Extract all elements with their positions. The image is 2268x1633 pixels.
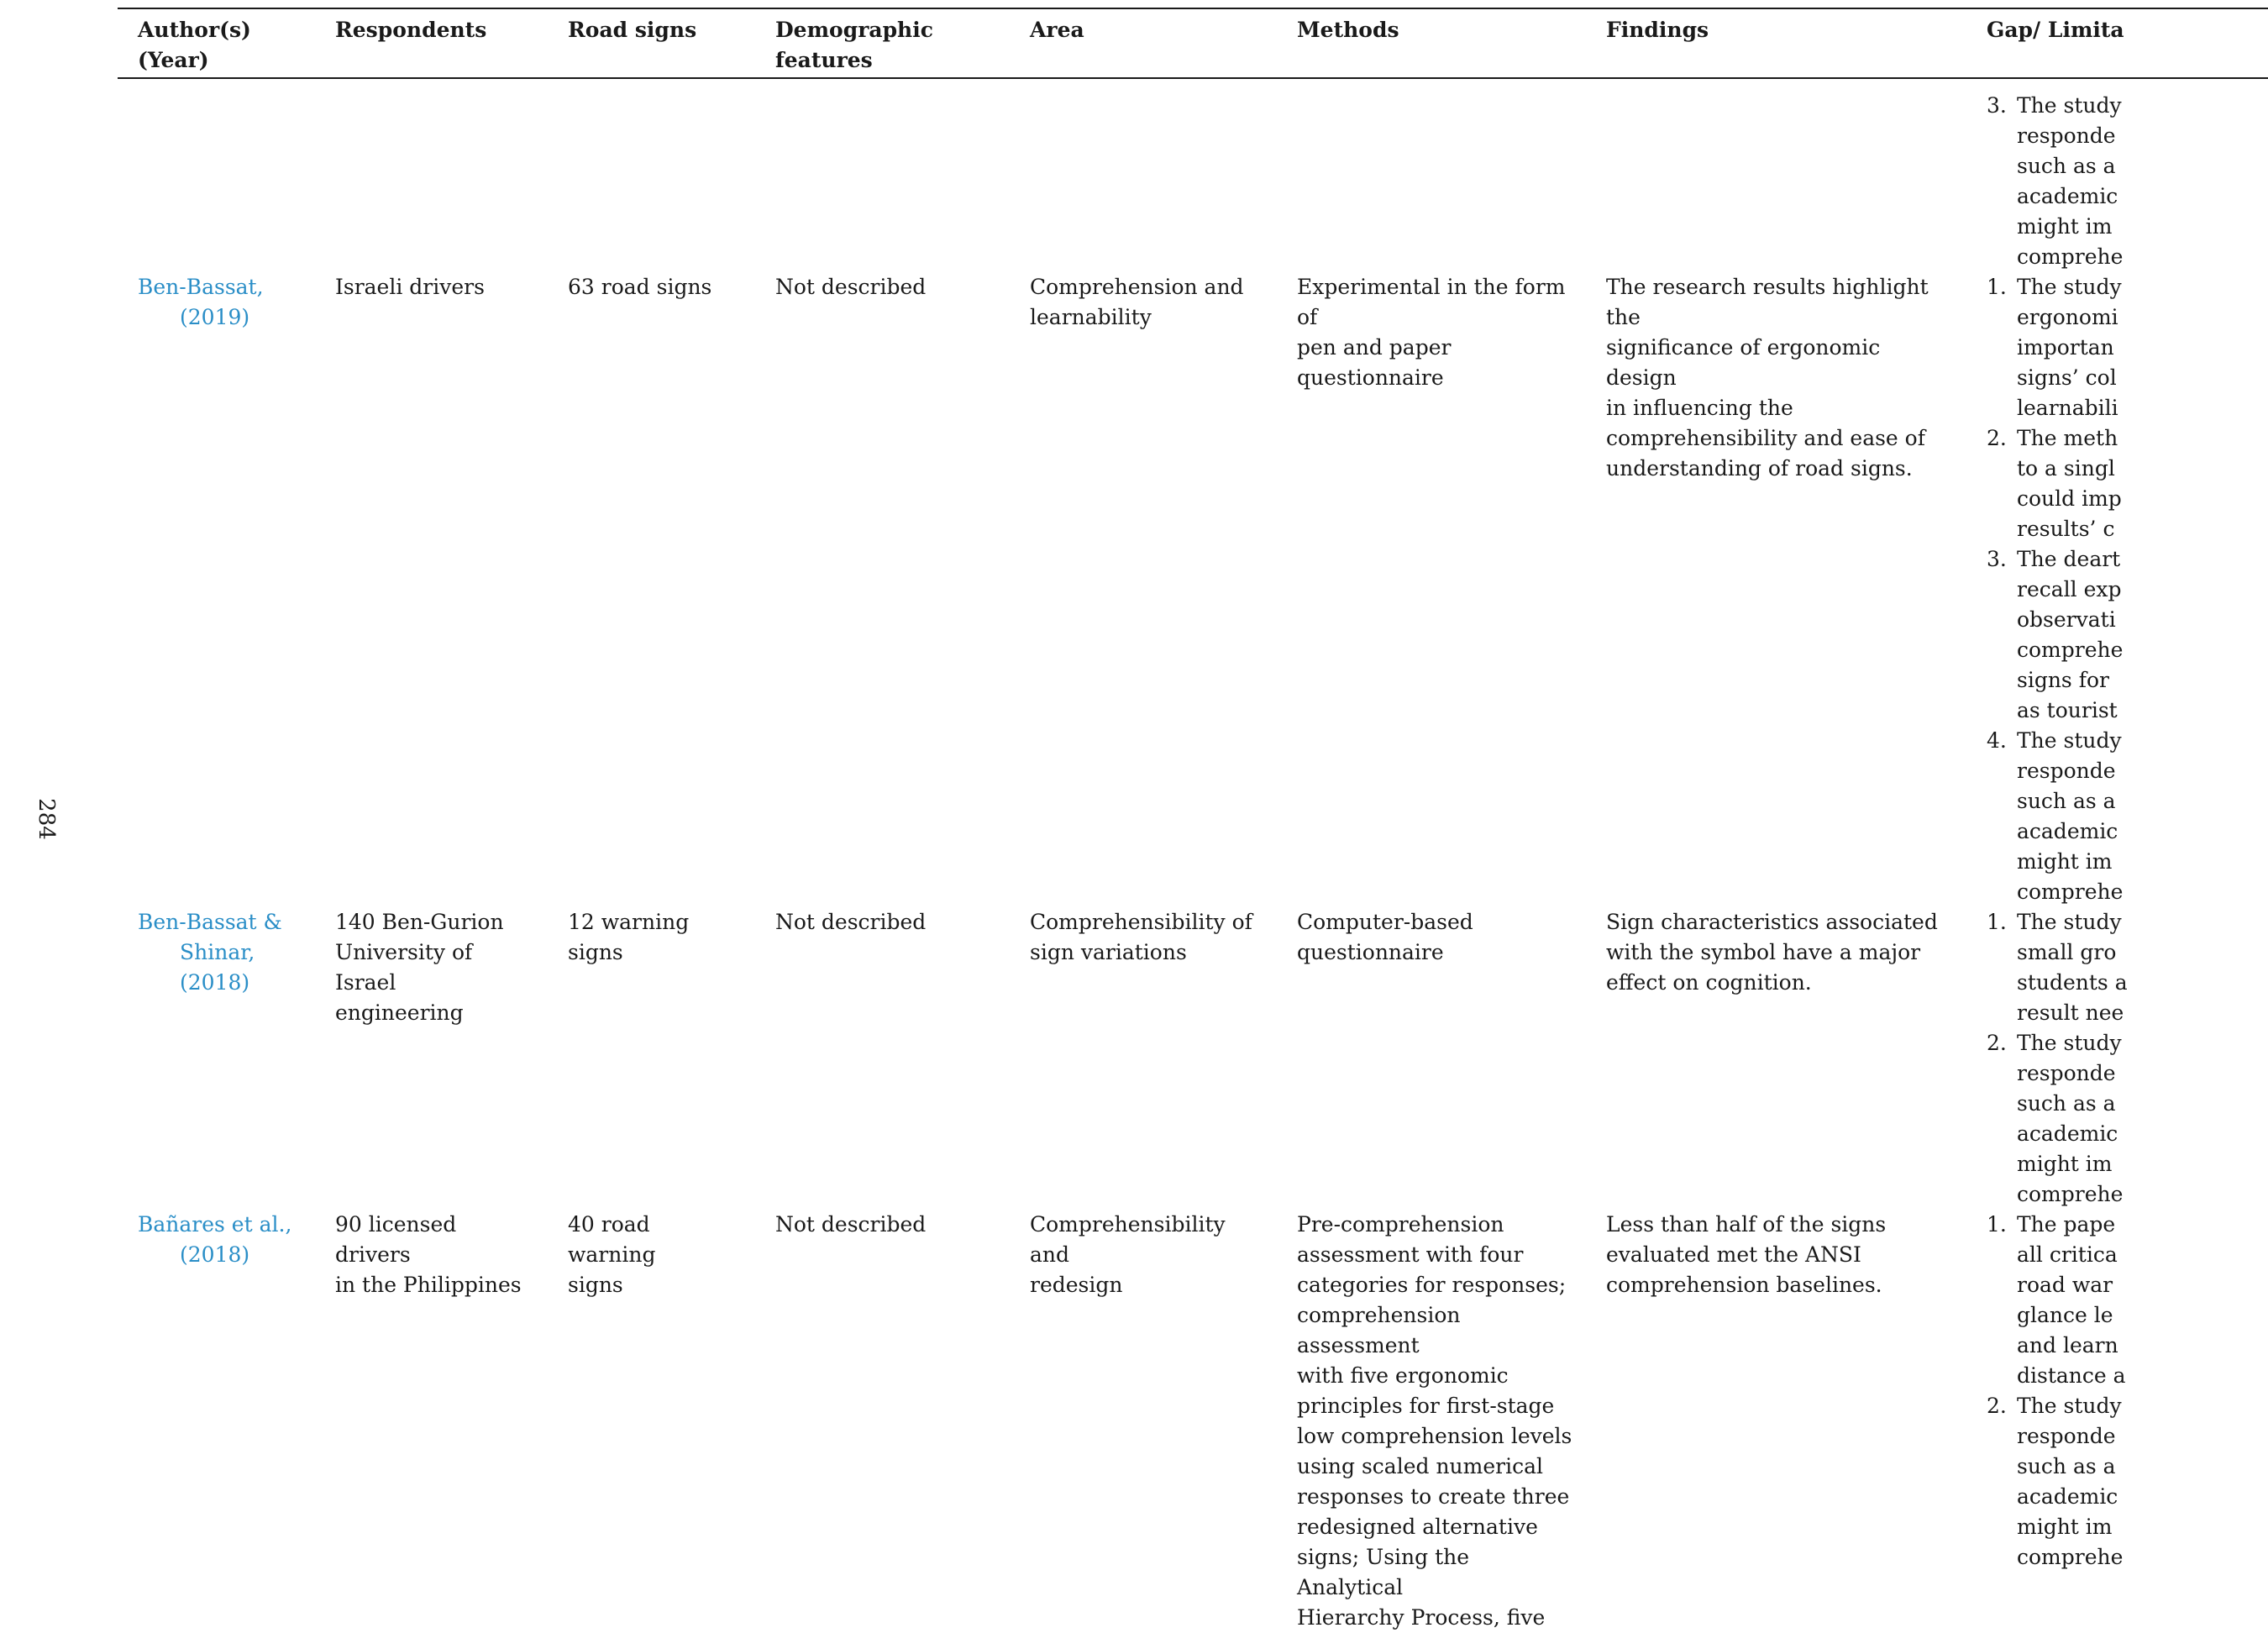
road-signs-cell-line: 40 road warning (568, 1212, 656, 1267)
methods-cell-line: Hierarchy Process, five (1297, 1605, 1546, 1630)
gap-item-line: The study (2017, 93, 2122, 118)
gap-item-line: The meth (2017, 426, 2118, 450)
gap-item-line: might im (2017, 1152, 2113, 1176)
respondents-cell (315, 907, 548, 1210)
road-signs-cell-line: 12 warning signs (568, 910, 690, 964)
gap-item (1987, 544, 2268, 726)
findings-cell-line: in influencing the (1606, 396, 1793, 420)
gap-item-line: comprehe (2017, 244, 2124, 269)
methods-cell-line: redesigned alternative (1297, 1515, 1538, 1539)
gap-item-line: such as a (2017, 789, 2116, 813)
gap-item-line: The pape (2017, 1212, 2116, 1237)
header-author-line: Author(s) (138, 18, 251, 42)
empty-cell (1586, 78, 1966, 272)
page-number: 284 (33, 798, 59, 840)
road-signs-cell (548, 907, 755, 1210)
respondents-cell (315, 272, 548, 907)
methods-cell-line: Pre-comprehension (1297, 1212, 1504, 1237)
area-cell-line: Comprehension and (1030, 275, 1244, 299)
gap-item (1987, 907, 2268, 1028)
respondents-cell-line: University of Israel (335, 940, 473, 995)
area-cell (1010, 907, 1277, 1210)
gap-item-number: 1. (1987, 275, 2007, 299)
empty-cell (1277, 78, 1586, 272)
findings-cell-line: effect on cognition. (1606, 970, 1812, 995)
gap-item-line: The study (2017, 910, 2122, 934)
gap-item-line: glance le (2017, 1303, 2113, 1327)
table-header (118, 8, 2268, 78)
gap-item-line: comprehe (2017, 1182, 2124, 1206)
author-citation[interactable] (118, 272, 315, 907)
gap-item-line: could imp (2017, 486, 2122, 511)
gap-item-line: academic (2017, 819, 2118, 843)
header-respondents: Respondents (315, 8, 548, 78)
methods-cell (1277, 272, 1586, 907)
area-cell-line: sign variations (1030, 940, 1187, 964)
empty-cell (548, 78, 755, 272)
literature-review-table (118, 8, 2128, 1630)
gap-item-line: students a (2017, 970, 2128, 995)
methods-cell-line: principles for first-stage (1297, 1394, 1555, 1418)
gap-list (1987, 91, 2268, 272)
demographic-cell-line: Not described (775, 1212, 927, 1237)
gap-item (1987, 423, 2268, 544)
gap-item-number: 4. (1987, 728, 2007, 753)
area-cell-line: Comprehensibility of (1030, 910, 1252, 934)
methods-cell-line: Computer-based (1297, 910, 1473, 934)
gap-item-line: responde (2017, 1061, 2116, 1085)
table-row-continuation (118, 78, 2268, 272)
gap-item-number: 1. (1987, 1212, 2007, 1237)
gap-item-line: small gro (2017, 940, 2117, 964)
findings-cell-line: significance of ergonomic design (1606, 335, 1881, 390)
gap-item-line: academic (2017, 1121, 2118, 1146)
gap-item-line: result nee (2017, 1000, 2124, 1025)
gap-item-line: The study (2017, 1394, 2122, 1418)
methods-cell-line: questionnaire (1297, 365, 1444, 390)
gap-cell (1966, 78, 2268, 272)
demographic-cell (755, 272, 1010, 907)
gap-item-line: responde (2017, 123, 2116, 148)
table-body (118, 78, 2268, 1633)
gap-item (1987, 91, 2268, 272)
demographic-cell-line: Not described (775, 910, 927, 934)
gap-item-line: recall exp (2017, 577, 2122, 601)
demographic-cell-line: Not described (775, 275, 927, 299)
author-citation-line[interactable]: Shinar, (180, 940, 255, 964)
gap-item-line: to a singl (2017, 456, 2115, 480)
methods-cell-line: pen and paper (1297, 335, 1452, 360)
findings-cell (1586, 1210, 1966, 1633)
gap-item-line: distance a (2017, 1363, 2126, 1388)
gap-item-line: comprehe (2017, 880, 2124, 904)
author-citation-line[interactable]: (2018) (180, 970, 250, 995)
gap-item-line: ergonomi (2017, 305, 2118, 329)
gap-item (1987, 1391, 2268, 1573)
gap-item-line: The study (2017, 275, 2122, 299)
methods-cell-line: categories for responses; (1297, 1273, 1567, 1297)
author-citation-line[interactable]: Ben-Bassat, (138, 275, 264, 299)
gap-item-line: observati (2017, 607, 2116, 632)
gap-item-line: The deart (2017, 547, 2121, 571)
respondents-cell-line: Israeli drivers (335, 275, 485, 299)
gap-item-line: might im (2017, 214, 2113, 239)
gap-item-line: comprehe (2017, 1545, 2124, 1569)
table-row (118, 1210, 2268, 1633)
methods-cell-line: Experimental in the form of (1297, 275, 1566, 329)
gap-list (1987, 907, 2268, 1210)
header-demographic-line: Demographic (775, 18, 933, 42)
empty-cell (315, 78, 548, 272)
header-methods: Methods (1277, 8, 1586, 78)
empty-cell (118, 78, 315, 272)
methods-cell-line: with five ergonomic (1297, 1363, 1509, 1388)
area-cell-line: Comprehensibility and (1030, 1212, 1226, 1267)
methods-cell-line: assessment with four (1297, 1242, 1524, 1267)
demographic-cell (755, 907, 1010, 1210)
findings-cell-line: comprehensibility and ease of (1606, 426, 1925, 450)
findings-cell-line: Sign characteristics associated (1606, 910, 1938, 934)
methods-cell-line: questionnaire (1297, 940, 1444, 964)
empty-cell (1010, 78, 1277, 272)
header-findings: Findings (1586, 8, 1966, 78)
road-signs-cell (548, 272, 755, 907)
header-author (118, 8, 315, 78)
gap-item-line: road war (2017, 1273, 2113, 1297)
area-cell (1010, 1210, 1277, 1633)
header-gap: Gap/ Limita (1966, 8, 2268, 78)
road-signs-cell (548, 1210, 755, 1633)
area-cell (1010, 272, 1277, 907)
respondents-cell-line: engineering (335, 1000, 464, 1025)
gap-item-line: as tourist (2017, 698, 2118, 722)
gap-item-number: 1. (1987, 910, 2007, 934)
header-area: Area (1010, 8, 1277, 78)
gap-item (1987, 272, 2268, 423)
findings-cell-line: Less than half of the signs (1606, 1212, 1887, 1237)
gap-item (1987, 1210, 2268, 1391)
findings-cell-line: comprehension baselines. (1606, 1273, 1882, 1297)
gap-cell (1966, 272, 2268, 907)
gap-item-line: responde (2017, 759, 2116, 783)
gap-item-line: importan (2017, 335, 2114, 360)
gap-item-number: 2. (1987, 1031, 2007, 1055)
author-citation[interactable] (118, 907, 315, 1210)
empty-cell (755, 78, 1010, 272)
gap-item-line: such as a (2017, 1454, 2116, 1478)
author-citation-line[interactable]: (2019) (180, 305, 250, 329)
gap-item-line: The study (2017, 728, 2122, 753)
gap-item-line: signs for (2017, 668, 2109, 692)
methods-cell-line: responses to create three (1297, 1484, 1570, 1509)
area-cell-line: learnability (1030, 305, 1152, 329)
gap-item-number: 2. (1987, 426, 2007, 450)
gap-cell (1966, 907, 2268, 1210)
header-demographic (755, 8, 1010, 78)
header-author-line: (Year) (138, 48, 209, 72)
gap-item-line: all critica (2017, 1242, 2118, 1267)
gap-list (1987, 1210, 2268, 1573)
methods-cell-line: low comprehension levels (1297, 1424, 1572, 1448)
header-demographic-line: features (775, 48, 873, 72)
gap-item (1987, 726, 2268, 907)
author-citation-line[interactable]: (2018) (180, 1242, 250, 1267)
respondents-cell-line: in the Philippines (335, 1273, 522, 1297)
gap-item-line: The study (2017, 1031, 2122, 1055)
respondents-cell (315, 1210, 548, 1633)
methods-cell (1277, 1210, 1586, 1633)
gap-item-number: 3. (1987, 547, 2007, 571)
gap-item-number: 3. (1987, 93, 2007, 118)
findings-cell (1586, 272, 1966, 907)
header-road-signs: Road signs (548, 8, 755, 78)
gap-item-line: learnabili (2017, 396, 2118, 420)
methods-cell-line: signs; Using the Analytical (1297, 1545, 1470, 1599)
respondents-cell-line: 90 licensed drivers (335, 1212, 457, 1267)
findings-cell (1586, 907, 1966, 1210)
gap-item-line: results’ c (2017, 517, 2115, 541)
gap-item-line: might im (2017, 1515, 2113, 1539)
table-row (118, 272, 2268, 907)
findings-cell-line: understanding of road signs. (1606, 456, 1913, 480)
methods-cell-line: using scaled numerical (1297, 1454, 1544, 1478)
methods-cell (1277, 907, 1586, 1210)
table-row (118, 907, 2268, 1210)
gap-item-line: and learn (2017, 1333, 2118, 1357)
gap-item-line: comprehe (2017, 638, 2124, 662)
gap-item-line: academic (2017, 1484, 2118, 1509)
author-citation[interactable] (118, 1210, 315, 1633)
respondents-cell-line: 140 Ben-Gurion (335, 910, 504, 934)
gap-item-line: responde (2017, 1424, 2116, 1448)
road-signs-cell-line: 63 road signs (568, 275, 712, 299)
gap-item-line: academic (2017, 184, 2118, 208)
gap-item-line: might im (2017, 849, 2113, 874)
gap-item (1987, 1028, 2268, 1210)
findings-cell-line: The research results highlight the (1606, 275, 1929, 329)
road-signs-cell-line: signs (568, 1273, 623, 1297)
review-table (118, 8, 2268, 1633)
author-citation-line[interactable]: Ben-Bassat & (138, 910, 282, 934)
demographic-cell (755, 1210, 1010, 1633)
gap-item-line: such as a (2017, 154, 2116, 178)
gap-list (1987, 272, 2268, 907)
gap-item-line: signs’ col (2017, 365, 2117, 390)
gap-cell (1966, 1210, 2268, 1633)
methods-cell-line: comprehension assessment (1297, 1303, 1461, 1357)
findings-cell-line: evaluated met the ANSI (1606, 1242, 1861, 1267)
gap-item-number: 2. (1987, 1394, 2007, 1418)
findings-cell-line: with the symbol have a major (1606, 940, 1921, 964)
gap-item-line: such as a (2017, 1091, 2116, 1116)
author-citation-line[interactable]: Bañares et al., (138, 1212, 292, 1237)
area-cell-line: redesign (1030, 1273, 1123, 1297)
